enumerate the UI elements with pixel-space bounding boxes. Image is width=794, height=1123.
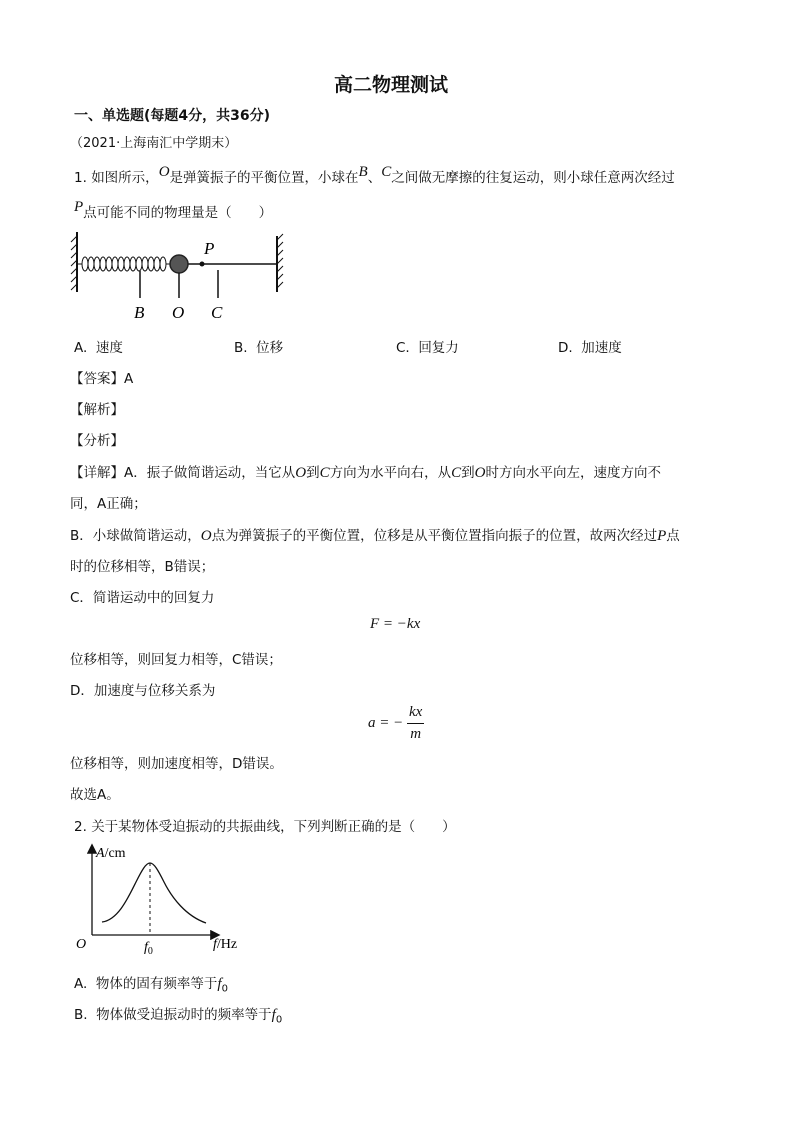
- detail-c-line2: 位移相等，则回复力相等，C错误；: [70, 652, 282, 668]
- option-letter: C.: [396, 340, 410, 356]
- symbol-B: B: [358, 164, 368, 180]
- option-letter: B.: [234, 340, 248, 356]
- option-c: [396, 336, 459, 356]
- q2-option-a: A. 物体的固有频率等于$f_0$: [74, 976, 228, 995]
- question-number: 2.: [74, 819, 87, 835]
- option-letter: A.: [74, 340, 88, 356]
- detail-b-line2: 时的位移相等，B错误；: [70, 559, 215, 575]
- spring: [77, 257, 171, 271]
- option-text: 位移: [256, 340, 284, 356]
- section-header: 一、单选题(每题4分，共36分): [74, 108, 271, 124]
- detail-d-line1: D．加速度与位移关系为: [70, 683, 216, 699]
- detail-b-line1: B．小球做简谐运动，O点为弹簧振子的平衡位置，位移是从平衡位置指向振子的位置，故两次经过P点: [70, 528, 680, 544]
- label-O: O: [172, 303, 185, 322]
- spring-oscillator-figure: [70, 230, 300, 325]
- conclusion: 故选A。: [70, 787, 120, 803]
- formula-restoring-force: F = −kx: [370, 616, 421, 632]
- option-text: 回复力: [418, 340, 459, 356]
- page-title: 高二物理测试: [334, 74, 449, 96]
- resonance-curve: [102, 863, 206, 923]
- question-2-stem: 2. 关于某物体受迫振动的共振曲线，下列判断正确的是（ ）: [74, 819, 456, 835]
- answer-line: [70, 367, 133, 387]
- option-text: 速度: [95, 340, 123, 356]
- question-1-stem-line1: 1. 如图所示，O是弹簧振子的平衡位置，小球在B、C之间做无摩擦的往复运动，则小球任意两次经过: [74, 164, 675, 186]
- ball: [170, 255, 188, 273]
- symbol-C: C: [381, 164, 392, 180]
- resonance-curve-figure: [70, 840, 260, 958]
- detail-tag: 【详解】: [70, 465, 124, 481]
- symbol-O: O: [158, 164, 170, 180]
- point-P: [200, 262, 205, 267]
- analysis-tag: 【解析】: [70, 402, 124, 418]
- option-a: [74, 336, 123, 356]
- detail-c-line1: C．简谐运动中的回复力: [70, 590, 215, 606]
- fraction: $\frac{kx}{m}$: [409, 704, 423, 742]
- option-letter: D.: [558, 340, 573, 356]
- y-axis-label: A/cm: [96, 846, 126, 861]
- q2-option-b: B. 物体做受迫振动时的频率等于$f_0$: [74, 1007, 283, 1026]
- option-d: [558, 336, 622, 356]
- symbol-P: P: [74, 199, 84, 215]
- fenxi-tag: 【分析】: [70, 433, 124, 449]
- label-P: P: [204, 239, 215, 258]
- answer-tag: 【答案】: [70, 371, 124, 387]
- option-text: 加速度: [581, 340, 622, 356]
- option-b: [234, 336, 283, 356]
- x-axis-label: f/Hz: [213, 937, 238, 952]
- detail-a-line1: 【详解】A．振子做简谐运动，当它从O到C方向为水平向右，从C到O时方向水平向左，速度方向不: [70, 465, 661, 481]
- peak-frequency-label: $f_0$: [144, 940, 153, 957]
- detail-d-line2: 位移相等，则加速度相等，D错误。: [70, 756, 283, 772]
- origin-label: O: [76, 937, 87, 952]
- answer-value: A: [124, 371, 134, 387]
- formula-acceleration: a = − $\frac{kx}{m}$: [368, 704, 423, 742]
- label-C: C: [211, 303, 223, 322]
- detail-a-line2: 同，A正确；: [70, 496, 147, 512]
- question-number: 1.: [74, 170, 87, 186]
- label-B: B: [134, 303, 145, 322]
- question-1-stem-line2: P点可能不同的物理量是（ ）: [74, 199, 273, 221]
- question-source: （2021·上海南汇中学期末）: [70, 136, 238, 151]
